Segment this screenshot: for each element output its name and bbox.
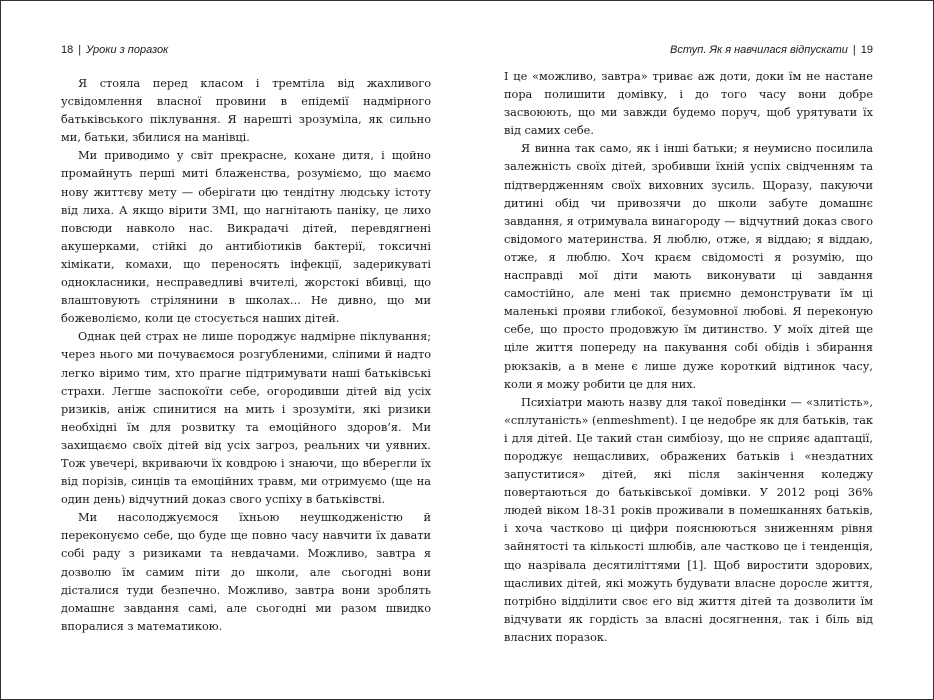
paragraph: Однак цей страх не лише породжує надмірне піклування; через нього ми почуваємося розгубленими, сліпими й надто легко віримо тим, хто прагне підтримувати наші батьківські страхи. Легше заспокоїти себе, огородивши дітей від усіх ризиків, аніж спинитися на мить і зрозуміти, які ризики необхідні їм для розвитку та емоційного здоров’я. Ми захищаємо своїх дітей від усіх загроз, реальних чи уявних. Тож увечері, вкриваючи їх ковдрою і знаючи, що вберегли їх від порізів, синців та емоційних травм, ми отримуємо (ще на один день) відчутний доказ свого успіху в батьківстві.	[61, 330, 431, 507]
paragraph: Ми насолоджуємося їхньою неушкодженістю й переконуємо себе, що буде ще повно часу навчити їх давати собі раду з ризиками та невдачами. Можливо, завтра я дозволю їм самим піти до школи, але сьогодні вони дісталися туди безпечно. Можливо, завтра вони зроблять домашнє завдання самі, але сьогодні ми разом швидко впоралися з математикою.	[61, 511, 431, 633]
right-body-text	[504, 68, 873, 647]
left-page	[1, 1, 467, 699]
paragraph: Психіатри мають назву для такої поведінки — «злитість», «сплутаність» (enmeshment). І це недобре як для батьків, так і для дітей. Це такий стан симбіозу, що не сприяє адаптації, породжує нещасливих, ображених батьків і «нездатних запуститися» дітей, які після закінчення коледжу повертаються до батьківської домівки. У 2012 році 36% людей віком 18-31 років проживали в помешканнях батьків, і хоча частково ці цифри пояснюються зниженням рівня зайнятості та кількості шлюбів, але частково це і тенденція, що назрівала десятиліттями [1]. Щоб виростити здорових, щасливих дітей, які можуть будувати власне доросле життя, потрібно відділити своє его від життя дітей та дозволити їм відчувати як гордість за власні досягнення, так і біль від власних поразок.	[504, 395, 873, 644]
right-running-title: Вступ. Як я навчилася відпускати	[670, 44, 848, 56]
left-running-header	[61, 43, 431, 57]
right-running-header	[504, 43, 873, 57]
left-running-title: Уроки з поразок	[86, 44, 169, 56]
paragraph: Ми приводимо у світ прекрасне, кохане дитя, і щойно промайнуть перші миті блаженства, розуміємо, що маємо нову життєву мету — оберігати цю тендітну людську істоту від лиха. А якщо вірити ЗМІ, що нагнітають паніку, це лихо повсюди навколо нас. Викрадачі дітей, перевдягнені акушерками, стійкі до антибіотиків бактерії, токсичні хімікати, комахи, що переносять інфекції, задерикуваті однокласники, несправедливі вчителі, жорстокі вбивці, що влаштовують стрілянини в школах... Не дивно, що ми божеволіємо, коли це стосується наших дітей.	[61, 149, 431, 326]
right-page-number: 19	[860, 44, 873, 56]
left-page-number: 18	[61, 44, 74, 56]
paragraph: Я стояла перед класом і тремтіла від жахливого усвідомлення власної провини в епідемії надмірного батьківського піклування. Я нарешті зрозуміла, як сильно ми, батьки, збилися на манівці.	[61, 77, 431, 145]
right-page	[467, 1, 933, 699]
header-separator: |	[78, 44, 82, 56]
paragraph: Я винна так само, як і інші батьки; я неумисно посилила залежність своїх дітей, зробивши їхній успіх свідченням та підтвердженням своїх виховних зусиль. Щоразу, пакуючи дитині обід чи привозячи до школи забуте домашнє завдання, я отримувала винагороду — відчутний доказ свого свідомого материнства. Я люблю, отже, я віддаю; я віддаю, отже, я люблю. Хоч краєм свідомості я розумію, що насправді мої діти мають виконувати ці завдання самостійно, але мені так приємно демонструвати їм ці маленькі прояви глибокої, безумовної любові. Я переконую себе, що просто продовжую їм дитинство. У моїх дітей ще ціле життя попереду на пакування собі обідів і збирання рюкзаків, а в мене є лише дуже короткий відтинок часу, коли я можу робити це для них.	[504, 142, 873, 391]
paragraph: І це «можливо, завтра» триває аж доти, доки їм не настане пора полишити домівку, і до того часу вони добре засвоюють, що ми завжди будемо поруч, щоб урятувати їх від самих себе.	[504, 70, 873, 138]
header-separator: |	[852, 44, 856, 56]
left-body-text	[61, 75, 431, 636]
